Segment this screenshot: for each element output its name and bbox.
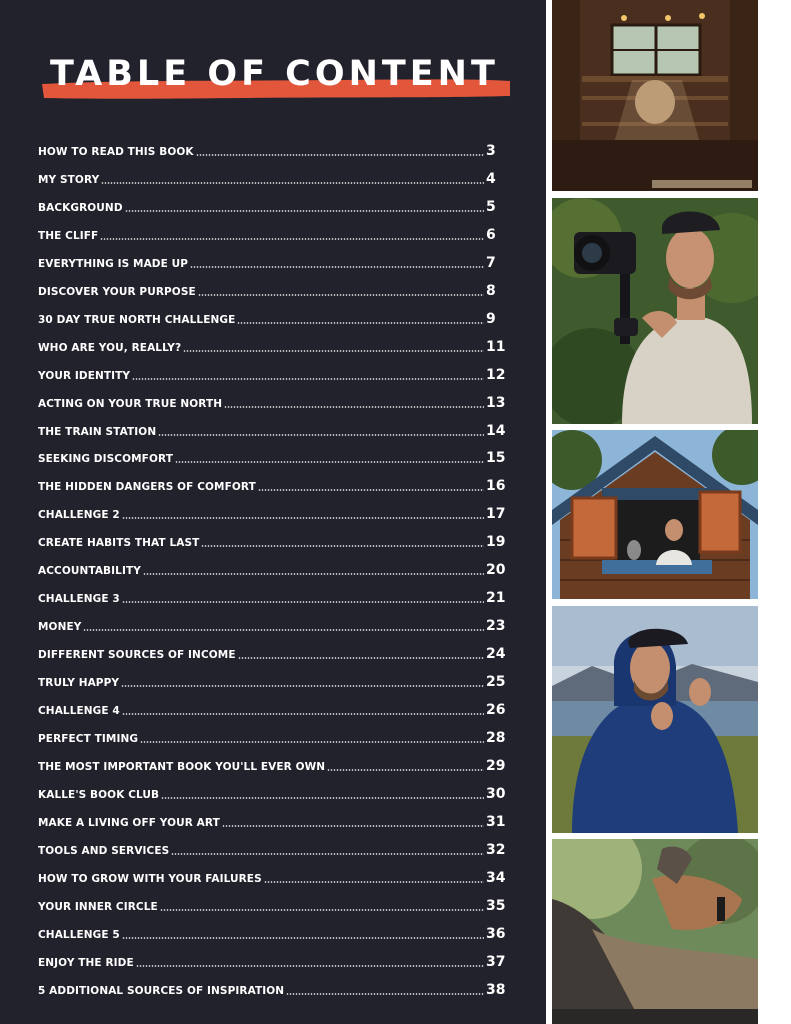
- dot-leader: [101, 182, 484, 184]
- toc-entry[interactable]: [38, 583, 508, 607]
- dot-leader: [100, 238, 484, 240]
- dot-leader: [286, 993, 484, 995]
- toc-entry-title: YOUR IDENTITY: [38, 369, 131, 382]
- toc-entry[interactable]: [38, 891, 508, 915]
- toc-entry[interactable]: [38, 835, 508, 859]
- toc-entry-page-number: 8: [486, 282, 496, 299]
- toc-entry[interactable]: [38, 723, 508, 747]
- toc-entry[interactable]: [38, 639, 508, 663]
- dot-leader: [222, 825, 484, 827]
- toc-entry-page-number: 7: [486, 254, 496, 271]
- toc-entry-page-number: 19: [486, 534, 506, 551]
- dot-leader: [198, 294, 484, 296]
- toc-entry[interactable]: [38, 360, 508, 384]
- dot-leader: [201, 545, 484, 547]
- page-title: TABLE OF CONTENT: [50, 54, 499, 94]
- toc-entry-title: TOOLS AND SERVICES: [38, 844, 170, 857]
- toc-entry-title: HOW TO READ THIS BOOK: [38, 146, 194, 158]
- title-banner: [40, 52, 512, 102]
- dot-leader: [160, 909, 484, 911]
- toc-entry-page-number: 32: [486, 841, 506, 858]
- toc-entry[interactable]: [38, 499, 508, 523]
- hiker-hands-closeup-photo: [552, 839, 758, 1024]
- dot-leader: [237, 322, 484, 324]
- toc-entry-title: DISCOVER YOUR PURPOSE: [38, 285, 196, 298]
- toc-entry-title: THE TRAIN STATION: [38, 425, 157, 438]
- dot-leader: [132, 378, 484, 380]
- toc-entry[interactable]: [38, 863, 508, 887]
- toc-entry-page-number: 9: [486, 310, 496, 327]
- toc-entry-page-number: 34: [486, 869, 506, 886]
- toc-entry[interactable]: [38, 779, 508, 803]
- toc-entry[interactable]: [38, 555, 508, 579]
- toc-entry[interactable]: [38, 919, 508, 943]
- toc-entry-page-number: 31: [486, 813, 506, 830]
- toc-entry[interactable]: [38, 443, 508, 467]
- toc-entry-page-number: 25: [486, 674, 506, 691]
- toc-entry-page-number: 20: [486, 562, 506, 579]
- toc-entry[interactable]: [38, 276, 508, 300]
- toc-entry-title: MONEY: [38, 621, 82, 634]
- toc-entry[interactable]: [38, 220, 508, 244]
- cabin-interior-photo: [552, 0, 758, 191]
- toc-entry-title: ACTING ON YOUR TRUE NORTH: [38, 397, 223, 410]
- dot-leader: [125, 210, 484, 212]
- toc-entry-title: ACCOUNTABILITY: [38, 565, 141, 578]
- dot-leader: [171, 853, 484, 855]
- toc-entry[interactable]: [38, 304, 508, 328]
- toc-entry-page-number: 4: [486, 170, 496, 187]
- dot-leader: [190, 266, 484, 268]
- toc-entry-page-number: 30: [486, 785, 506, 802]
- toc-entry[interactable]: [38, 611, 508, 635]
- toc-entry[interactable]: [38, 192, 508, 216]
- toc-entry[interactable]: [38, 388, 508, 412]
- dot-leader: [161, 797, 484, 799]
- dot-leader: [83, 629, 484, 631]
- dot-leader: [121, 685, 484, 687]
- toc-entry-title: CHALLENGE 2: [38, 509, 120, 522]
- toc-entry-title: CREATE HABITS THAT LAST: [38, 537, 200, 550]
- toc-entry[interactable]: [38, 947, 508, 971]
- dot-leader: [122, 601, 484, 603]
- dot-leader: [224, 406, 484, 408]
- toc-entry-title: EVERYTHING IS MADE UP: [38, 257, 189, 270]
- toc-entry-title: THE HIDDEN DANGERS OF COMFORT: [38, 481, 256, 494]
- toc-entry-page-number: 15: [486, 450, 506, 467]
- toc-entry-title: KALLE'S BOOK CLUB: [38, 788, 160, 801]
- dot-leader: [183, 350, 484, 352]
- toc-entry-title: 30 DAY TRUE NORTH CHALLENGE: [38, 313, 236, 326]
- dot-leader: [327, 769, 484, 771]
- toc-entry-title: DIFFERENT SOURCES OF INCOME: [38, 649, 236, 662]
- toc-entry-page-number: 23: [486, 618, 506, 635]
- toc-entry[interactable]: [38, 164, 508, 188]
- dot-leader: [136, 965, 484, 967]
- toc-entry-title: CHALLENGE 5: [38, 928, 120, 941]
- toc-entry-page-number: 36: [486, 925, 506, 942]
- man-in-cabin-window-photo: [552, 430, 758, 599]
- toc-entry-page-number: 3: [486, 143, 496, 159]
- toc-entry-page-number: 6: [486, 226, 496, 243]
- toc-entry-title: HOW TO GROW WITH YOUR FAILURES: [38, 872, 262, 885]
- dot-leader: [122, 713, 484, 715]
- toc-entry-title: SEEKING DISCOMFORT: [38, 453, 173, 466]
- vertical-scrollbar[interactable]: [760, 6, 763, 1024]
- toc-entry-page-number: 21: [486, 590, 506, 607]
- toc-entry-page-number: 24: [486, 646, 506, 663]
- toc-entry[interactable]: [38, 751, 508, 775]
- toc-entry-title: WHO ARE YOU, REALLY?: [38, 341, 182, 354]
- toc-entry-title: MY STORY: [38, 173, 100, 186]
- dot-leader: [238, 657, 484, 659]
- toc-entry-page-number: 12: [486, 366, 506, 383]
- toc-entry[interactable]: [38, 695, 508, 719]
- dot-leader: [122, 937, 484, 939]
- toc-entry[interactable]: [38, 471, 508, 495]
- toc-entry-title: THE CLIFF: [38, 229, 99, 242]
- toc-entry-page-number: 38: [486, 981, 506, 998]
- toc-entry[interactable]: [38, 248, 508, 272]
- toc-entry[interactable]: [38, 136, 508, 160]
- dot-leader: [122, 517, 484, 519]
- toc-entry-page-number: 35: [486, 897, 506, 914]
- toc-entry-title: CHALLENGE 4: [38, 705, 120, 717]
- toc-entry-title: TRULY HAPPY: [38, 677, 120, 690]
- toc-entry-title: 5 ADDITIONAL SOURCES OF INSPIRATION: [38, 984, 285, 997]
- toc-entry[interactable]: [38, 416, 508, 440]
- dot-leader: [175, 461, 484, 463]
- toc-entry-page-number: 5: [486, 198, 496, 215]
- toc-entry-title: MAKE A LIVING OFF YOUR ART: [38, 816, 220, 829]
- man-with-camera-gimbal-photo: [552, 198, 758, 424]
- toc-entry[interactable]: [38, 807, 508, 831]
- dot-leader: [158, 434, 484, 436]
- toc-entry-page-number: 26: [486, 702, 506, 718]
- toc-entry-page-number: 11: [486, 338, 506, 355]
- toc-entry-page-number: 17: [486, 506, 506, 523]
- toc-entry[interactable]: [38, 667, 508, 691]
- dot-leader: [143, 573, 484, 575]
- toc-entry-page-number: 14: [486, 422, 506, 439]
- dot-leader: [140, 741, 484, 743]
- toc-entry-page-number: 28: [486, 729, 506, 746]
- toc-entry-page-number: 16: [486, 478, 506, 495]
- toc-entry-title: THE MOST IMPORTANT BOOK YOU'LL EVER OWN: [38, 760, 326, 773]
- toc-entry[interactable]: [38, 332, 508, 356]
- dot-leader: [264, 881, 484, 883]
- man-in-blue-hoodie-photo: [552, 606, 758, 833]
- toc-entry-title: PERFECT TIMING: [38, 732, 139, 745]
- toc-entry-page-number: 29: [486, 757, 506, 774]
- toc-entry-page-number: 37: [486, 953, 506, 970]
- toc-entry[interactable]: [38, 975, 508, 999]
- toc-entry[interactable]: [38, 527, 508, 551]
- toc-entry-title: BACKGROUND: [38, 201, 123, 214]
- toc-entry-title: YOUR INNER CIRCLE: [38, 900, 158, 913]
- dot-leader: [196, 154, 484, 156]
- toc-entry-title: CHALLENGE 3: [38, 593, 120, 606]
- toc-entry-title: ENJOY THE RIDE: [38, 956, 134, 969]
- toc-entry-page-number: 13: [486, 394, 506, 411]
- dot-leader: [258, 489, 484, 491]
